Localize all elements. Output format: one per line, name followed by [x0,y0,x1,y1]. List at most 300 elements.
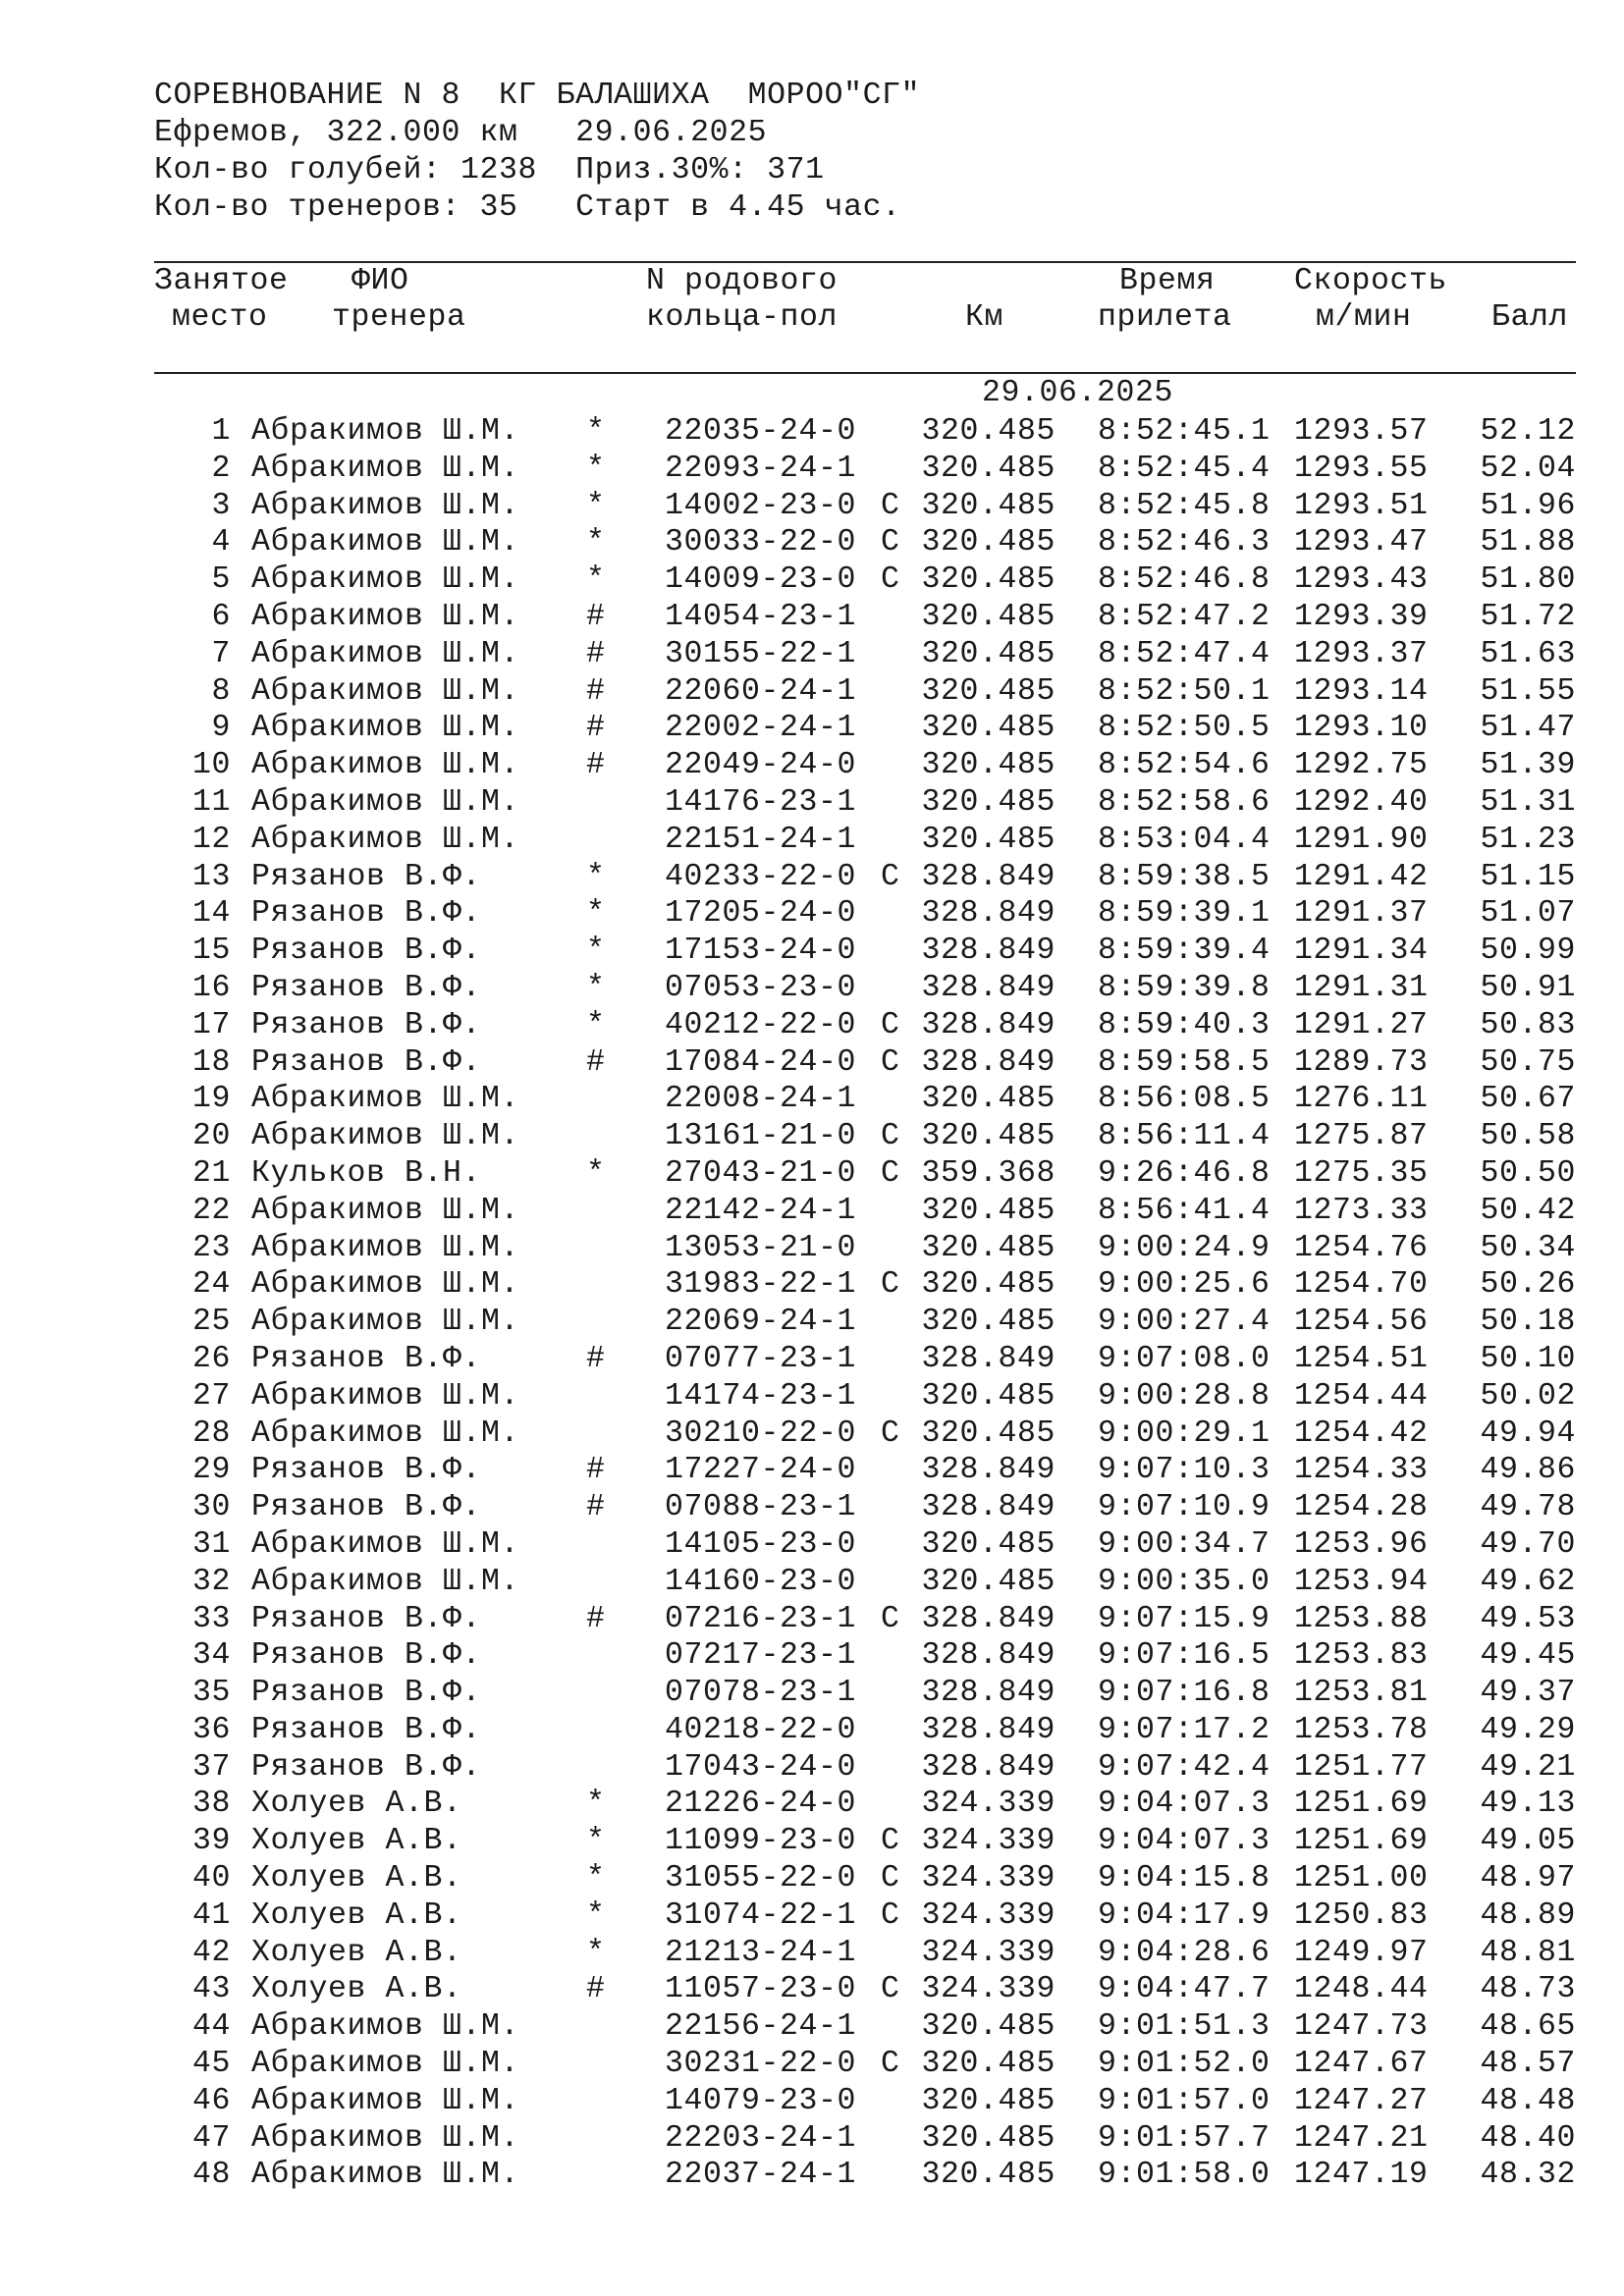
cell-place: 44 [191,2009,231,2045]
cell-place: 36 [191,1712,231,1747]
cell-sex: С [881,1119,900,1154]
cell-time: 9:00:29.1 [1098,1415,1271,1451]
cell-speed: 1289.73 [1294,1044,1429,1080]
cell-name: Холуев А.В. [251,1861,462,1896]
table-row [0,1971,1624,2008]
cell-km: 328.849 [921,1044,1056,1080]
cell-speed: 1291.34 [1294,934,1429,969]
cell-speed: 1247.21 [1294,2120,1429,2156]
cell-place: 39 [191,1824,231,1859]
cell-km: 320.485 [921,1193,1056,1228]
cell-km: 328.849 [921,1638,1056,1674]
cell-mark: * [586,896,606,932]
cell-score: 51.96 [1480,488,1576,523]
cell-mark: * [586,562,606,598]
cell-sex: С [881,1044,900,1080]
cell-time: 9:00:34.7 [1098,1526,1271,1562]
cell-ring: 22008-24-1 [665,1082,857,1117]
cell-mark: * [586,1861,606,1896]
cell-name: Холуев А.В. [251,1897,462,1933]
cell-mark: * [586,451,606,486]
table-row [0,1415,1624,1453]
cell-time: 8:56:41.4 [1098,1193,1271,1228]
cell-km: 320.485 [921,748,1056,783]
cell-speed: 1254.51 [1294,1341,1429,1376]
table-row [0,933,1624,970]
cell-km: 328.849 [921,970,1056,1005]
cell-speed: 1293.39 [1294,599,1429,634]
cell-mark: * [586,1155,606,1191]
table-row [0,1897,1624,1935]
cell-speed: 1293.10 [1294,711,1429,746]
cell-place: 8 [211,673,231,709]
col-score-label: Балл [1491,300,1569,335]
cell-speed: 1254.70 [1294,1267,1429,1303]
cell-speed: 1254.44 [1294,1378,1429,1414]
cell-time: 8:52:50.1 [1098,673,1271,709]
cell-km: 320.485 [921,451,1056,486]
cell-km: 328.849 [921,1453,1056,1488]
cell-mark: * [586,1897,606,1933]
table-row [0,1341,1624,1378]
cell-speed: 1247.67 [1294,2047,1429,2082]
cell-place: 28 [191,1415,231,1451]
cell-speed: 1293.51 [1294,488,1429,523]
cell-time: 9:01:57.0 [1098,2083,1271,2118]
table-row [0,413,1624,451]
cell-name: Абракимов Ш.М. [251,1230,520,1265]
cell-time: 9:01:57.7 [1098,2120,1271,2156]
table-row [0,561,1624,599]
cell-km: 320.485 [921,1082,1056,1117]
cell-sex: С [881,525,900,561]
cell-km: 320.485 [921,1378,1056,1414]
cell-ring: 17227-24-0 [665,1453,857,1488]
cell-place: 16 [191,970,231,1005]
cell-place: 14 [191,896,231,932]
cell-km: 320.485 [921,414,1056,449]
cell-time: 9:04:07.3 [1098,1787,1271,1822]
cell-ring: 14054-23-1 [665,599,857,634]
cell-sex: С [881,1007,900,1042]
cell-ring: 07078-23-1 [665,1676,857,1711]
cell-name: Абракимов Ш.М. [251,2047,520,2082]
cell-km: 359.368 [921,1155,1056,1191]
cell-time: 9:07:16.8 [1098,1676,1271,1711]
cell-ring: 14079-23-0 [665,2083,857,2118]
results-table [0,413,1624,2194]
cell-km: 320.485 [921,525,1056,561]
cell-sex: С [881,488,900,523]
cell-km: 320.485 [921,1526,1056,1562]
cell-ring: 22060-24-1 [665,673,857,709]
table-row [0,1601,1624,1638]
cell-ring: 22151-24-1 [665,822,857,857]
cell-place: 42 [191,1935,231,1970]
cell-km: 324.339 [921,1972,1056,2007]
cell-time: 9:00:25.6 [1098,1267,1271,1303]
cell-ring: 30155-22-1 [665,636,857,671]
cell-score: 51.80 [1480,562,1576,598]
table-row [0,859,1624,896]
cell-ring: 22069-24-1 [665,1305,857,1340]
cell-time: 8:56:08.5 [1098,1082,1271,1117]
cell-km: 320.485 [921,2083,1056,2118]
cell-speed: 1291.90 [1294,822,1429,857]
cell-time: 8:59:39.4 [1098,934,1271,969]
cell-time: 8:52:54.6 [1098,748,1271,783]
cell-ring: 17153-24-0 [665,934,857,969]
cell-name: Абракимов Ш.М. [251,822,520,857]
birds-count-line: Кол-во голубей: 1238 Приз.30%: 371 [154,153,825,187]
cell-place: 46 [191,2083,231,2118]
table-row [0,1712,1624,1749]
cell-name: Абракимов Ш.М. [251,636,520,671]
col-name-label-1: ФИО [352,264,409,298]
cell-km: 324.339 [921,1824,1056,1859]
cell-score: 52.04 [1480,451,1576,486]
cell-mark: * [586,859,606,894]
cell-score: 49.62 [1480,1564,1576,1599]
cell-mark: # [586,673,606,709]
competition-title: СОРЕВНОВАНИЕ N 8 КГ БАЛАШИХА МОРОО"СГ" [154,79,921,113]
cell-mark: * [586,488,606,523]
cell-name: Абракимов Ш.М. [251,1526,520,1562]
cell-time: 9:07:16.5 [1098,1638,1271,1674]
cell-score: 50.83 [1480,1007,1576,1042]
cell-score: 49.53 [1480,1601,1576,1636]
cell-speed: 1247.19 [1294,2158,1429,2193]
cell-time: 8:52:46.8 [1098,562,1271,598]
cell-place: 24 [191,1267,231,1303]
cell-mark: # [586,636,606,671]
cell-score: 50.02 [1480,1378,1576,1414]
release-point-line: Ефремов, 322.000 км 29.06.2025 [154,116,768,150]
cell-place: 17 [191,1007,231,1042]
table-row [0,1304,1624,1341]
table-row [0,710,1624,747]
cell-time: 8:52:47.4 [1098,636,1271,671]
cell-score: 48.81 [1480,1935,1576,1970]
fanciers-count-line: Кол-во тренеров: 35 Старт в 4.45 час. [154,190,901,225]
cell-score: 49.86 [1480,1453,1576,1488]
cell-place: 38 [191,1787,231,1822]
cell-km: 328.849 [921,1007,1056,1042]
cell-score: 50.50 [1480,1155,1576,1191]
cell-speed: 1251.69 [1294,1824,1429,1859]
cell-name: Абракимов Ш.М. [251,414,520,449]
cell-name: Абракимов Ш.М. [251,1119,520,1154]
cell-score: 51.63 [1480,636,1576,671]
cell-name: Абракимов Ш.М. [251,488,520,523]
cell-ring: 22156-24-1 [665,2009,857,2045]
cell-speed: 1253.94 [1294,1564,1429,1599]
table-row [0,1155,1624,1193]
table-row [0,1452,1624,1489]
cell-mark: * [586,1935,606,1970]
cell-score: 48.57 [1480,2047,1576,2082]
cell-km: 324.339 [921,1861,1056,1896]
cell-time: 9:07:10.3 [1098,1453,1271,1488]
cell-place: 10 [191,748,231,783]
cell-sex: С [881,859,900,894]
cell-speed: 1253.88 [1294,1601,1429,1636]
table-row [0,1230,1624,1267]
cell-km: 328.849 [921,1341,1056,1376]
table-row [0,1489,1624,1526]
cell-mark: # [586,748,606,783]
cell-ring: 11099-23-0 [665,1824,857,1859]
cell-name: Рязанов В.Ф. [251,970,482,1005]
table-row [0,1935,1624,1972]
cell-time: 9:07:42.4 [1098,1749,1271,1785]
cell-ring: 27043-21-0 [665,1155,857,1191]
cell-ring: 22035-24-0 [665,414,857,449]
cell-time: 9:04:15.8 [1098,1861,1271,1896]
cell-ring: 22037-24-1 [665,2158,857,2193]
table-row [0,1749,1624,1787]
cell-km: 324.339 [921,1897,1056,1933]
cell-speed: 1253.83 [1294,1638,1429,1674]
cell-speed: 1248.44 [1294,1972,1429,2007]
cell-mark: * [586,934,606,969]
cell-ring: 30231-22-0 [665,2047,857,2082]
cell-speed: 1293.43 [1294,562,1429,598]
cell-score: 50.42 [1480,1193,1576,1228]
cell-time: 8:59:58.5 [1098,1044,1271,1080]
cell-time: 8:52:58.6 [1098,784,1271,820]
cell-km: 320.485 [921,1267,1056,1303]
cell-ring: 07088-23-1 [665,1490,857,1525]
col-speed-label-1: Скорость [1294,264,1448,298]
cell-score: 49.94 [1480,1415,1576,1451]
table-row [0,2046,1624,2083]
cell-score: 48.73 [1480,1972,1576,2007]
cell-place: 37 [191,1749,231,1785]
cell-score: 48.89 [1480,1897,1576,1933]
cell-name: Абракимов Ш.М. [251,2083,520,2118]
table-row [0,822,1624,859]
cell-time: 9:07:15.9 [1098,1601,1271,1636]
cell-ring: 14002-23-0 [665,488,857,523]
cell-name: Абракимов Ш.М. [251,2120,520,2156]
cell-name: Рязанов В.Ф. [251,1044,482,1080]
cell-km: 320.485 [921,673,1056,709]
cell-km: 324.339 [921,1935,1056,1970]
cell-score: 50.34 [1480,1230,1576,1265]
cell-score: 51.47 [1480,711,1576,746]
cell-score: 51.23 [1480,822,1576,857]
cell-speed: 1251.69 [1294,1787,1429,1822]
table-row [0,747,1624,784]
cell-ring: 40233-22-0 [665,859,857,894]
cell-place: 25 [191,1305,231,1340]
cell-score: 48.65 [1480,2009,1576,2045]
cell-place: 30 [191,1490,231,1525]
cell-place: 23 [191,1230,231,1265]
cell-sex: С [881,1155,900,1191]
cell-speed: 1249.97 [1294,1935,1429,1970]
cell-place: 3 [211,488,231,523]
cell-ring: 22093-24-1 [665,451,857,486]
cell-time: 9:00:27.4 [1098,1305,1271,1340]
cell-place: 27 [191,1378,231,1414]
cell-name: Кульков В.Н. [251,1155,482,1191]
cell-ring: 22049-24-0 [665,748,857,783]
section-date: 29.06.2025 [982,376,1174,410]
table-row [0,1786,1624,1823]
cell-place: 29 [191,1453,231,1488]
cell-score: 48.48 [1480,2083,1576,2118]
cell-speed: 1291.31 [1294,970,1429,1005]
cell-place: 32 [191,1564,231,1599]
cell-km: 320.485 [921,1305,1056,1340]
cell-name: Рязанов В.Ф. [251,1638,482,1674]
table-row [0,1118,1624,1155]
cell-km: 320.485 [921,562,1056,598]
cell-speed: 1291.37 [1294,896,1429,932]
table-row [0,784,1624,822]
cell-score: 51.07 [1480,896,1576,932]
cell-km: 320.485 [921,2158,1056,2193]
cell-mark: # [586,1490,606,1525]
cell-score: 48.97 [1480,1861,1576,1896]
table-row [0,2157,1624,2194]
cell-score: 51.39 [1480,748,1576,783]
cell-name: Абракимов Ш.М. [251,1305,520,1340]
cell-mark: * [586,1824,606,1859]
col-name-label-2: тренера [332,300,466,335]
cell-speed: 1251.00 [1294,1861,1429,1896]
cell-name: Холуев А.В. [251,1972,462,2007]
cell-mark: * [586,1007,606,1042]
cell-mark: # [586,1601,606,1636]
cell-speed: 1253.78 [1294,1712,1429,1747]
table-row [0,1526,1624,1564]
table-row [0,488,1624,525]
cell-km: 320.485 [921,1119,1056,1154]
col-ring-label-2: кольца-пол [646,300,839,335]
table-row [0,451,1624,488]
cell-sex: С [881,1861,900,1896]
cell-km: 328.849 [921,1490,1056,1525]
cell-name: Рязанов В.Ф. [251,1712,482,1747]
cell-sex: С [881,1601,900,1636]
cell-ring: 22142-24-1 [665,1193,857,1228]
cell-place: 40 [191,1861,231,1896]
col-time-label-2: прилета [1098,300,1232,335]
cell-ring: 17205-24-0 [665,896,857,932]
cell-km: 328.849 [921,1749,1056,1785]
cell-sex: С [881,1267,900,1303]
col-time-label-1: Время [1119,264,1216,298]
cell-score: 50.18 [1480,1305,1576,1340]
cell-time: 9:07:17.2 [1098,1712,1271,1747]
cell-ring: 40212-22-0 [665,1007,857,1042]
cell-speed: 1251.77 [1294,1749,1429,1785]
cell-time: 9:00:28.8 [1098,1378,1271,1414]
cell-score: 50.99 [1480,934,1576,969]
cell-speed: 1247.27 [1294,2083,1429,2118]
cell-score: 49.21 [1480,1749,1576,1785]
cell-place: 22 [191,1193,231,1228]
cell-time: 8:59:39.8 [1098,970,1271,1005]
cell-speed: 1293.47 [1294,525,1429,561]
cell-km: 320.485 [921,1230,1056,1265]
cell-name: Абракимов Ш.М. [251,711,520,746]
cell-place: 45 [191,2047,231,2082]
cell-name: Абракимов Ш.М. [251,1378,520,1414]
cell-sex: С [881,1824,900,1859]
cell-time: 8:56:11.4 [1098,1119,1271,1154]
cell-km: 328.849 [921,934,1056,969]
cell-name: Рязанов В.Ф. [251,1453,482,1488]
table-row [0,2008,1624,2046]
cell-time: 8:59:38.5 [1098,859,1271,894]
cell-sex: С [881,1972,900,2007]
cell-ring: 17043-24-0 [665,1749,857,1785]
cell-place: 20 [191,1119,231,1154]
cell-score: 51.88 [1480,525,1576,561]
table-row [0,599,1624,636]
cell-place: 43 [191,1972,231,2007]
cell-name: Холуев А.В. [251,1935,462,1970]
cell-name: Абракимов Ш.М. [251,1193,520,1228]
cell-score: 49.37 [1480,1676,1576,1711]
cell-score: 50.58 [1480,1119,1576,1154]
cell-name: Абракимов Ш.М. [251,599,520,634]
table-row [0,895,1624,933]
col-place-label-1: Занятое [154,264,289,298]
table-row [0,1823,1624,1860]
cell-place: 4 [211,525,231,561]
table-row [0,1266,1624,1304]
cell-time: 9:07:08.0 [1098,1341,1271,1376]
cell-time: 9:01:51.3 [1098,2009,1271,2045]
cell-score: 51.72 [1480,599,1576,634]
cell-speed: 1273.33 [1294,1193,1429,1228]
cell-place: 34 [191,1638,231,1674]
cell-km: 320.485 [921,1564,1056,1599]
table-row [0,970,1624,1007]
cell-speed: 1292.40 [1294,784,1429,820]
cell-km: 320.485 [921,2120,1056,2156]
table-row [0,1564,1624,1601]
cell-speed: 1250.83 [1294,1897,1429,1933]
cell-time: 8:52:46.3 [1098,525,1271,561]
cell-speed: 1254.76 [1294,1230,1429,1265]
cell-score: 50.26 [1480,1267,1576,1303]
table-row [0,1044,1624,1082]
cell-ring: 07077-23-1 [665,1341,857,1376]
cell-km: 324.339 [921,1787,1056,1822]
cell-place: 1 [211,414,231,449]
cell-mark: * [586,1787,606,1822]
cell-speed: 1291.27 [1294,1007,1429,1042]
cell-name: Холуев А.В. [251,1824,462,1859]
cell-name: Рязанов В.Ф. [251,1749,482,1785]
cell-mark: # [586,1972,606,2007]
cell-score: 49.29 [1480,1712,1576,1747]
cell-score: 51.15 [1480,859,1576,894]
cell-ring: 17084-24-0 [665,1044,857,1080]
cell-speed: 1291.42 [1294,859,1429,894]
cell-place: 2 [211,451,231,486]
cell-time: 9:01:58.0 [1098,2158,1271,2193]
cell-ring: 30210-22-0 [665,1415,857,1451]
cell-time: 8:52:47.2 [1098,599,1271,634]
cell-km: 328.849 [921,1601,1056,1636]
